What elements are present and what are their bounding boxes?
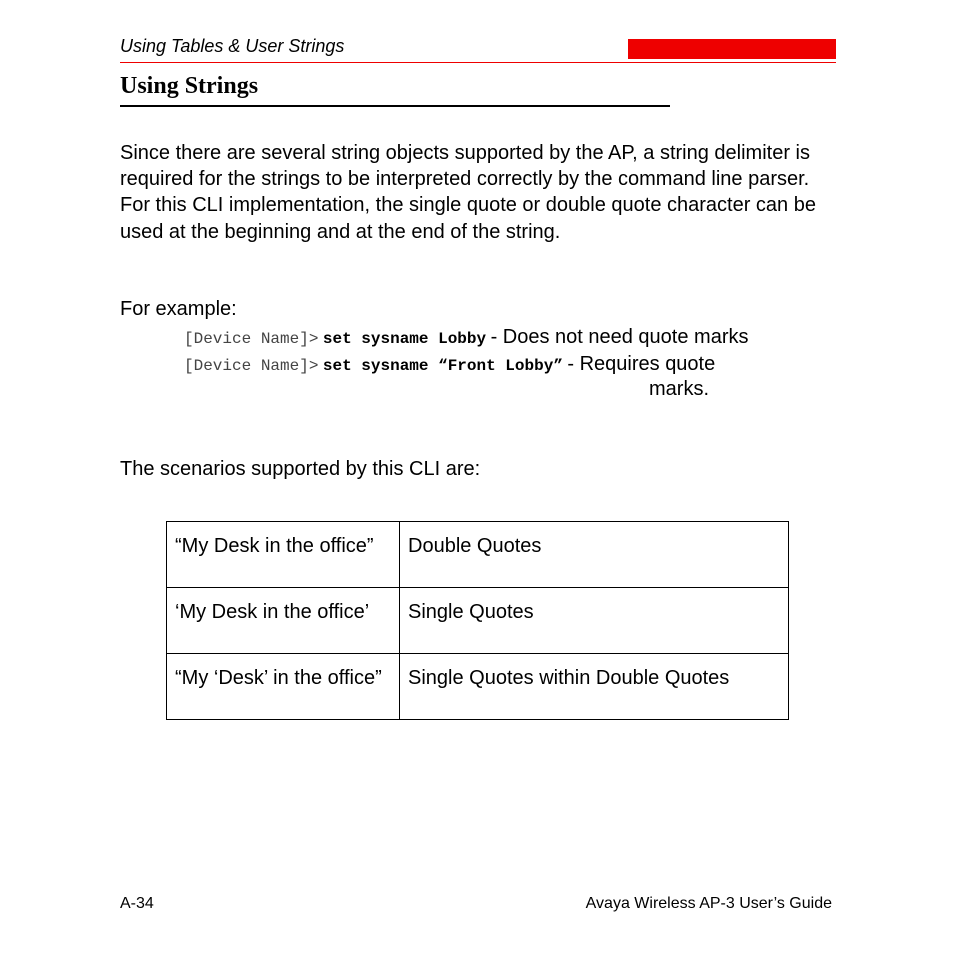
table-cell-example: ‘My Desk in the office’ (167, 588, 400, 654)
example-intro: For example: (120, 298, 237, 320)
table-row (167, 522, 789, 588)
table-cell-example: “My ‘Desk’ in the office” (167, 654, 400, 720)
table-cell-description: Double Quotes (400, 522, 789, 588)
command-prompt: [Device Name]> (184, 330, 319, 348)
command-example-1 (184, 326, 748, 349)
scenario-table (166, 521, 789, 720)
section-title-underline (120, 105, 670, 107)
header-title: Using Tables & User Strings (120, 36, 345, 56)
header-accent-bar (628, 39, 836, 59)
command-prompt: [Device Name]> (184, 357, 319, 375)
header-rule (120, 62, 836, 63)
footer-guide-title: Avaya Wireless AP-3 User’s Guide (585, 895, 832, 912)
command-example-2 (184, 353, 715, 376)
command-note: - Requires quote (567, 353, 716, 375)
table-row (167, 588, 789, 654)
body-paragraph: Since there are several string objects supported by the AP, a string delimiter is required for the strings to be interpreted correctly by the command line parser. For this CLI implementation, the single quote or double quote character can be used at the beginning and at the end of the string. (120, 142, 816, 243)
scenarios-intro: The scenarios supported by this CLI are: (120, 458, 481, 480)
command-note: - Does not need quote marks (490, 326, 749, 348)
table-row (167, 654, 789, 720)
table-cell-description: Single Quotes within Double Quotes (400, 654, 789, 720)
command-text: set sysname Lobby (322, 330, 487, 348)
table-cell-example: “My Desk in the office” (167, 522, 400, 588)
section-title: Using Strings (120, 73, 259, 99)
footer-page-number: A-34 (120, 895, 154, 912)
command-note-continuation: marks. (649, 378, 709, 400)
command-text: set sysname “Front Lobby” (322, 357, 563, 375)
table-cell-description: Single Quotes (400, 588, 789, 654)
